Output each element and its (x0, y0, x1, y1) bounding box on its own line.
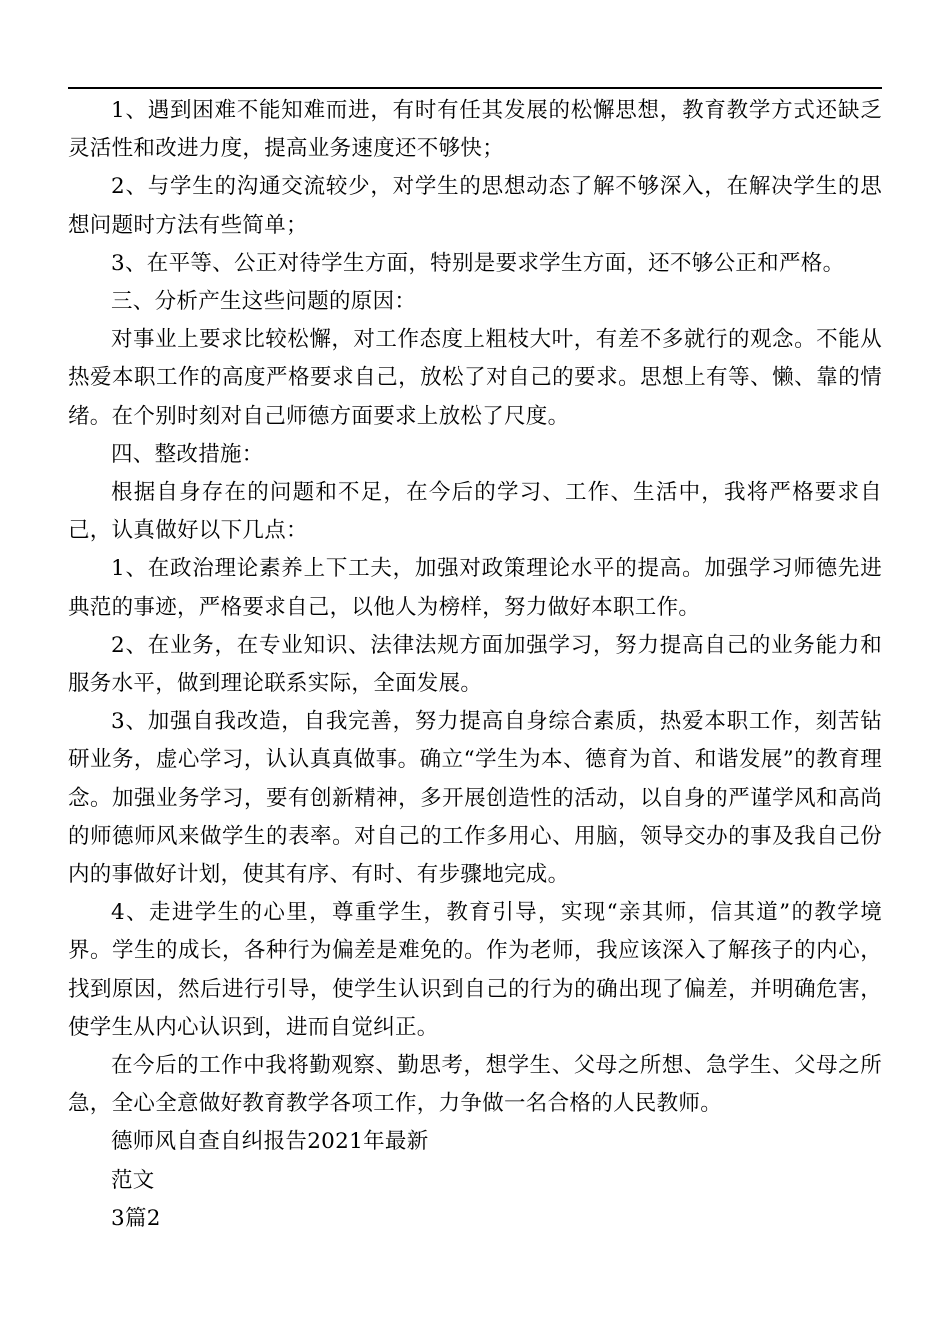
paragraph-issue-2: 2、与学生的沟通交流较少，对学生的思想动态了解不够深入，在解决学生的思想问题时方法有些简单； (68, 174, 882, 238)
paragraph-measure-4: 4、走进学生的心里，尊重学生，教育引导，实现“亲其师，信其道”的教学境界。学生的成长，各种行为偏差是难免的。作为老师，我应该深入了解孩子的内心，找到原因，然后进行引导，使学生认识到自己的行为的确出现了偏差，并明确危害，使学生从内心认识到，进而自觉纠正。 (68, 900, 882, 1040)
paragraph-conclusion: 在今后的工作中我将勤观察、勤思考，想学生、父母之所想、急学生、父母之所急，全心全意做好教育教学各项工作，力争做一名合格的人民教师。 (68, 1053, 882, 1117)
footer-subtitle: 范文 (111, 1167, 155, 1193)
paragraph-measure-2: 2、在业务，在专业知识、法律法规方面加强学习，努力提高自己的业务能力和服务水平，做到理论联系实际，全面发展。 (68, 632, 882, 697)
section-heading-causes: 三、分析产生这些问题的原因： (111, 289, 417, 315)
header-rule (68, 87, 882, 89)
paragraph-measures-intro: 根据自身存在的问题和不足，在今后的学习、工作、生活中，我将严格要求自己，认真做好以下几点： (68, 480, 882, 544)
document-body (68, 92, 882, 1238)
footer-title: 德师风自查自纠报告2021年最新 (111, 1129, 429, 1155)
paragraph-causes: 对事业上要求比较松懈，对工作态度上粗枝大叶，有差不多就行的观念。不能从热爱本职工作的高度严格要求自己，放松了对自己的要求。思想上有等、懒、靠的情绪。在个别时刻对自己师德方面要求上放松了尺度。 (68, 327, 882, 429)
paragraph-issue-3: 3、在平等、公正对待学生方面，特别是要求学生方面，还不够公正和严格。 (111, 250, 845, 276)
paragraph-measure-1: 1、在政治理论素养上下工夫，加强对政策理论水平的提高。加强学习师德先进典范的事迹，严格要求自己，以他人为榜样，努力做好本职工作。 (68, 556, 882, 620)
section-heading-measures: 四、整改措施： (111, 441, 264, 467)
paragraph-measure-3: 3、加强自我改造，自我完善，努力提高自身综合素质，热爱本职工作，刻苦钻研业务，虚心学习，认认真真做事。确立“学生为本、德育为首、和谐发展”的教育理念。加强业务学习，要有创新精神，多开展创造性的活动，以自身的严谨学风和高尚的师德师风来做学生的表率。对自己的工作多用心、用脑，领导交办的事及我自己份内的事做好计划，使其有序、有时、有步骤地完成。 (68, 709, 882, 888)
paragraph-issue-1: 1、遇到困难不能知难而进，有时有任其发展的松懈思想，教育教学方式还缺乏灵活性和改进力度，提高业务速度还不够快； (68, 98, 882, 162)
footer-count: 3篇2 (111, 1205, 161, 1231)
